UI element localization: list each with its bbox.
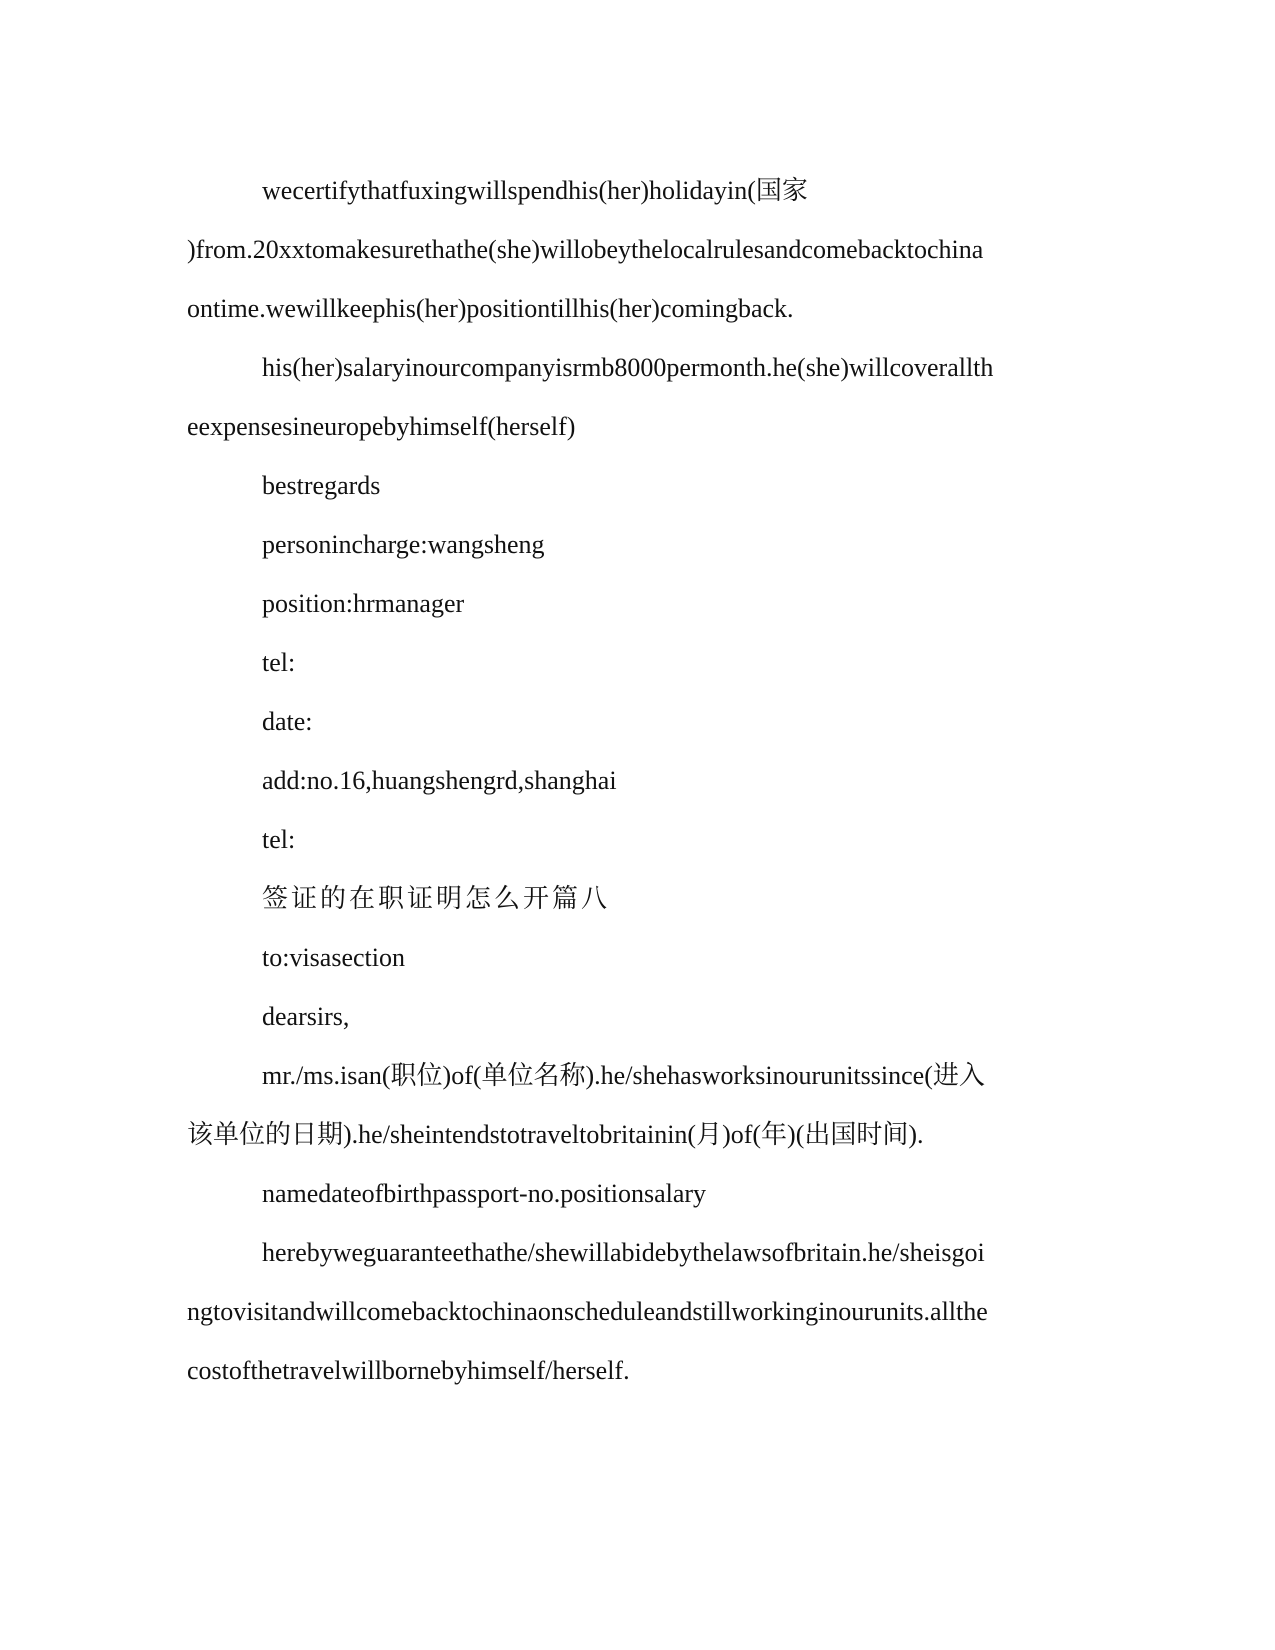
- return-schedule-line: ngtovisitandwillcomebacktochinaonscheduleandstillworkinginourunits.allthe: [187, 1297, 988, 1326]
- paragraph-line-ontime: ontime.wewillkeephis(her)positiontillhis(her)comingback.: [187, 294, 794, 323]
- paragraph-line-expenses: eexpensesineuropebyhimself(herself): [187, 412, 576, 441]
- paragraph-line-salary: his(her)salaryinourcompanyisrmb8000permonth.he(she)willcoverallth: [262, 353, 994, 382]
- recipient-line: to:visasection: [262, 943, 405, 972]
- paragraph-line-from-date: )from.20xxtomakesurethathe(she)willobeythelocalrulesandcomebacktochina: [187, 235, 984, 264]
- person-in-charge: personincharge:wangsheng: [262, 530, 545, 559]
- salutation-line: dearsirs,: [262, 1002, 350, 1031]
- section-heading: 签证的在职证明怎么开篇八: [262, 884, 611, 913]
- employment-statement-line: mr./ms.isan(职位)of(单位名称).he/shehasworksinourunitssince(进入: [262, 1061, 985, 1090]
- guarantee-line: herebyweguaranteethathe/shewillabidebythelawsofbritain.he/sheisgoi: [262, 1238, 985, 1267]
- closing-best-regards: bestregards: [262, 471, 381, 500]
- date-line: date:: [262, 707, 313, 736]
- travel-intent-line: 该单位的日期).he/sheintendstotraveltobritainin(月)of(年)(出国时间).: [187, 1120, 924, 1149]
- telephone-line-first: tel:: [262, 648, 296, 677]
- travel-cost-line: costofthetravelwillbornebyhimself/herself.: [187, 1356, 630, 1385]
- details-header-line: namedateofbirthpassport-no.positionsalary: [262, 1179, 707, 1208]
- position-line: position:hrmanager: [262, 589, 465, 618]
- paragraph-line-certify: wecertifythatfuxingwillspendhis(her)holidayin(国家: [262, 176, 808, 205]
- telephone-line-second: tel:: [262, 825, 296, 854]
- address-line: add:no.16,huangshengrd,shanghai: [262, 766, 617, 795]
